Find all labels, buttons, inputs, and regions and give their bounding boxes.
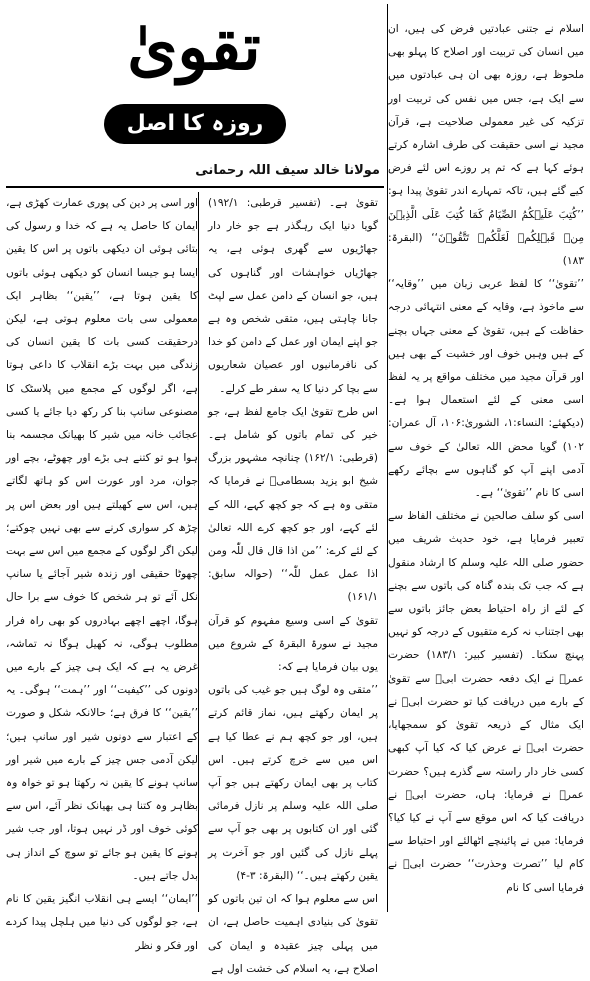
column-left	[6, 192, 198, 952]
paragraph: اسلام نے جتنی عبادتیں فرض کی ہیں، ان میں انسان کی تربیت اور اصلاح کا پہلو بھی ملحوظ ہے، روزہ بھی ان ہی عبادتوں میں سے ایک ہے، جس میں نفس کی تربیت اور تزکیہ کی غیر معمولی صلاحیت ہے، قرآن مجید نے اسی حقیقت کی طرف اشارہ کرتے ہوئے کہا ہے کہ تم پر روزے اس لئے فرض کیے گئے ہیں، تاکہ تمہارے اندر تقویٰ پیدا ہو: ’’کُتِبَ عَلَیۡکُمُ الصِّیَامُ کَمَا کُتِبَ عَلَی الَّذِیۡنَ مِنۡ قَبۡلِکُمۡ لَعَلَّکُمۡ تَتَّقُوۡنَ‘‘ (البقرۃ: ۱۸۳)	[388, 23, 584, 268]
article-subtitle: روزہ کا اصل مقصود	[104, 104, 286, 144]
paragraph: اسی کو سلف صالحین نے مختلف الفاظ سے تعبیر فرمایا ہے، خود حدیث شریف میں حضور صلی اللہ علیہ وسلم کا ارشاد منقول ہے کہ جب تک بندہ گناہ کی باتوں سے بچنے کے لئے از راہ احتیاط بعض جائز باتوں سے بھی اجتناب نہ کرے متقیوں کے درجہ کو نہیں پہنچ سکتا۔ (تفسیر کبیر: ۱۸۳/۱) حضرت عمرؓ نے ایک دفعہ حضرت ابیؓ سے تقویٰ کے بارے میں دریافت کیا تو حضرت ابیؓ نے ایک مثال کے ذریعہ تقویٰ کو سمجھایا، حضرت ابیؓ نے عرض کیا کہ کیا آپ کبھی کسی خار دار راستہ سے گذرے ہیں؟ حضرت عمرؓ نے فرمایا: ہاں، حضرت ابیؓ نے دریافت کیا کہ اس موقع سے آپ نے کیا کیا؟ فرمایا: میں نے پائینچے اٹھالئے اور احتیاط سے کام لیا ’’تصرت وحذرت‘‘ حضرت ابیؓ نے فرمایا اسی کا نام	[388, 510, 584, 894]
column-middle	[208, 192, 379, 975]
header-rule	[6, 186, 384, 188]
paragraph: ’’تقویٰ‘‘ کا لفظ عربی زبان میں ’’وقایہ‘‘ سے ماخوذ ہے، وقایہ کے معنی انتہائی درجہ حفاظت کے ہیں، تقویٰ کے معنی جہاں بچنے کے ہیں وہیں خوف اور خشیت کے بھی ہیں اور قرآن مجید میں مختلف مواقع پر یہ لفظ اسی معنی کے لئے استعمال ہوا ہے۔ (دیکھئے: النساء:۱، الشوریٰ:۱۰۶، آل عمران: ۱۰۲) گویا محض اللہ تعالیٰ کے خوف سے آدمی اپنے آپ کو گناہوں سے بچائے رکھے اسی کا نام ’’تقویٰ‘‘ ہے۔	[388, 278, 584, 500]
column-right	[388, 18, 584, 920]
paragraph: اس سے معلوم ہوا کہ ان تین باتوں کو تقویٰ کی بنیادی اہمیت حاصل ہے، ان میں پہلی چیز عقیدہ و ایمان کی اصلاح ہے، یہ اسلام کی خشت اول ہے	[208, 893, 378, 975]
paragraph: ’’ایمان‘‘ ایسے ہی انقلاب انگیز یقین کا نام ہے، جو لوگوں کی دنیا میں ہلچل پیدا کردے اور فکر و نظر	[6, 893, 198, 952]
paragraph: ’’متقی وہ لوگ ہیں جو غیب کی باتوں پر ایمان رکھتے ہیں، نماز قائم کرتے ہیں، اور جو کچھ ہم نے عطا کیا ہے اس میں سے خرچ کرتے ہیں۔ اس کتاب پر بھی ایمان رکھتے ہیں جو آپ صلی اللہ علیہ وسلم پر نازل فرمائی گئی اور ان کتابوں پر بھی جو آپ سے پہلے نازل کی گئیں اور جو آخرت پر یقین رکھتے ہیں۔‘‘ (البقرۃ: ۳-۴)	[208, 684, 378, 882]
paragraph: اس طرح تقویٰ ایک جامع لفظ ہے، جو خیر کی تمام باتوں کو شامل ہے۔ (قرطبی: ۱۶۲/۱) چنانچہ مشہور بزرگ شیخ ابو یزید بسطامیؒ نے فرمایا کہ متقی وہ ہے کہ جو کچھ کہے، اللہ کے لئے کہے، اور جو کچھ کرے اللہ تعالیٰ کے لئے کرے: ’’من اذا قال قال للّٰہ ومن اذا عمل عمل للّٰہ‘‘ (حوالہ سابق: ۱۶۱/۱)	[208, 405, 379, 604]
article-title: تقویٰ	[127, 10, 261, 85]
column-divider	[387, 4, 388, 912]
paragraph: اور اسی پر دین کی پوری عمارت کھڑی ہے، ایمان کا حاصل یہ ہے کہ خدا و رسول کی بتائی ہوئی ان دیکھی باتوں پر اس کا یقین ایسا ہو جیسا انسان کو دیکھی ہوئی باتوں کا یقین ہوتا ہے، ’’یقین‘‘ بظاہر ایک معمولی سی بات معلوم ہوتی ہے، لیکن درحقیقت کسی بات کا یقین انسان کی زندگی میں بہت بڑے انقلاب کا داعی ہوتا ہے، اگر لوگوں کے مجمع میں پلاسٹک کا مصنوعی سانپ بنا کر رکھ دیا جائے یا کسی عجائب خانہ میں شیر کا بھیانک مجسمہ بنا ہوا ہو تو کتنے ہی بڑے اور چھوٹے، بچے اور جوان، مرد اور عورت اس کو ہاتھ لگاتے ہیں، اس سے کھیلتے ہیں اور بعض اس پر چڑھ کر سواری کرنے سے بھی نہیں چوکتے؛ لیکن اگر لوگوں کے مجمع میں اس سے بہت چھوٹا حقیقی اور زندہ شیر آجائے یا سانپ نکل آئے تو ہر شخص کا خوف سے برا حال ہوگا، اچھے اچھے بہادروں کو بھی راہ فرار مطلوب ہوگی، نہ کھیل ہوگا نہ تماشہ، غرض یہ ہے کہ ایک ہی چیز کے بارے میں دونوں کی ’’کیفیت‘‘ اور ’’ہمت‘‘ ہوگی۔ یہ ’’یقین‘‘ کا فرق ہے؛ حالانکہ شکل و صورت کے اعتبار سے دونوں شیر اور سانپ ہیں؛ لیکن آدمی جس چیز کے بارے میں شیر اور سانپ ہونے کا یقین نہ رکھتا ہو تو خواہ وہ بظاہر وہ کتنا ہی بھیانک نظر آئے، اس سے کوئی خوف اور ڈر نہیں ہوتا، اور جب شیر ہونے کا یقین ہو جائے تو سوچ کے انداز ہی بدل جاتے ہیں۔	[6, 197, 198, 882]
paragraph: تقویٰ ہے۔ (تفسیر قرطبی: ۱۹۲/۱) گویا دنیا ایک رہگذر ہے جو خار دار جھاڑیوں سے گھری ہوئی ہے، یہ جھاڑیاں خواہشات اور گناہوں کی ہیں، جو انسان کے دامن عمل سے لپٹ جانا چاہتی ہیں، متقی شخص وہ ہے جو اپنے ایمان اور عمل کے دامن کو خدا کی نافرمانیوں اور عصیان شعاریوں سے بچا کر دنیا کا یہ سفر طے کرلے۔	[208, 197, 378, 395]
author-byline: مولانا خالد سیف اللہ رحمانی	[195, 163, 380, 178]
paragraph: تقویٰ کے اسی وسیع مفہوم کو قرآن مجید نے سورۃ البقرۃ کے شروع میں یوں بیان فرمایا ہے کہ:	[208, 614, 378, 674]
column-divider	[198, 192, 199, 912]
